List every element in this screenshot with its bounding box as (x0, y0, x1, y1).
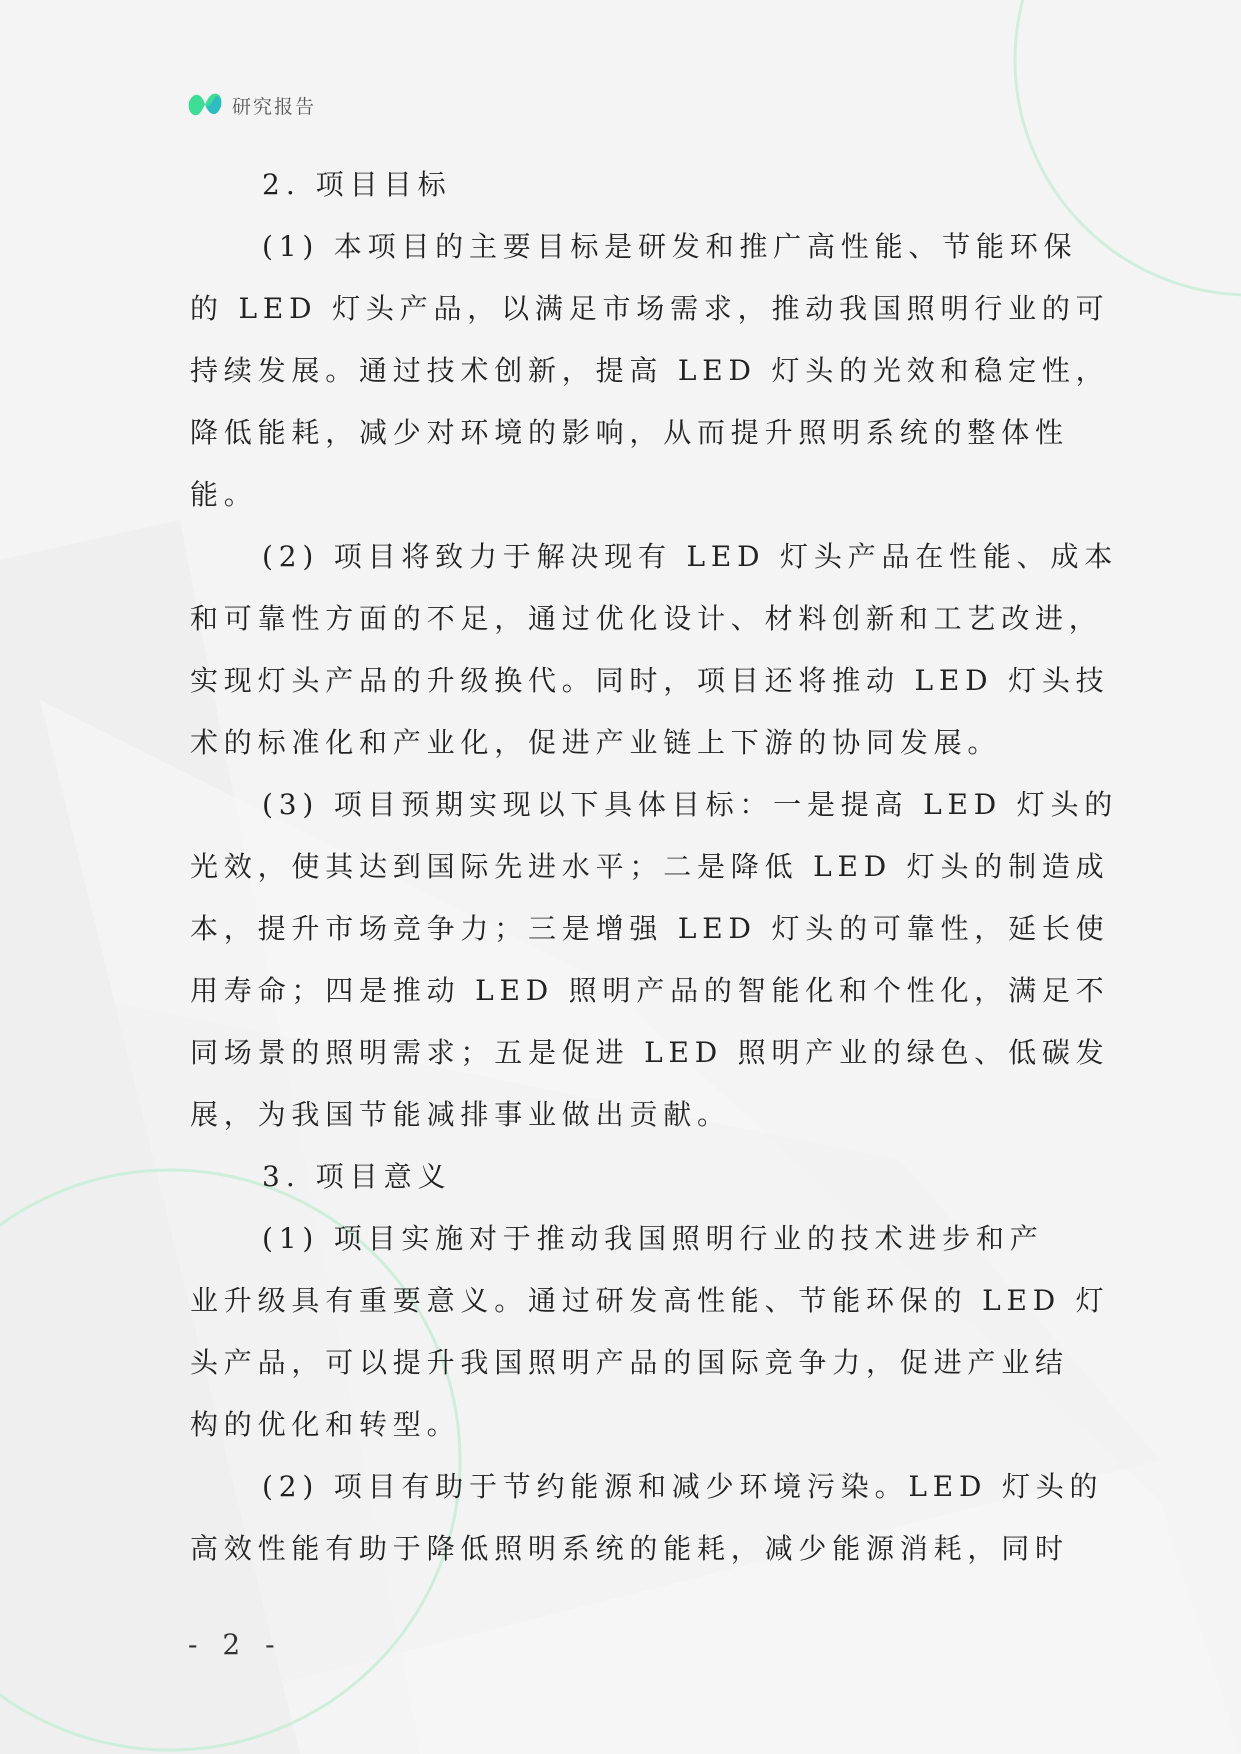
paragraph-line: 降低能耗，减少对环境的影响，从而提升照明系统的整体性 (190, 416, 1069, 449)
paragraph-line: 同场景的照明需求；五是促进 LED 照明产业的绿色、低碳发 (190, 1036, 1110, 1069)
brand-logo-icon (186, 88, 224, 122)
paragraph-line: 头产品，可以提升我国照明产品的国际竞争力，促进产业结 (190, 1346, 1069, 1379)
section-heading: 3. 项目意义 (262, 1160, 452, 1193)
paragraph-line: 的 LED 灯头产品，以满足市场需求，推动我国照明行业的可 (190, 292, 1110, 325)
paragraph-line: 展，为我国节能减排事业做出贡献。 (190, 1098, 731, 1131)
paragraph-line: (2) 项目将致力于解决现有 LED 灯头产品在性能、成本 (262, 540, 1119, 573)
header-title: 研究报告 (232, 95, 317, 118)
paragraph (190, 774, 1119, 1146)
paragraph-line: 本，提升市场竞争力；三是增强 LED 灯头的可靠性，延长使 (190, 912, 1110, 945)
paragraph-line: 构的优化和转型。 (190, 1408, 461, 1441)
paragraph (190, 1208, 1110, 1456)
paragraph-line: 和可靠性方面的不足，通过优化设计、材料创新和工艺改进， (190, 602, 1103, 635)
paragraph-line: 实现灯头产品的升级换代。同时，项目还将推动 LED 灯头技 (190, 664, 1110, 697)
document-body (190, 154, 1119, 1580)
paragraph-line: 业升级具有重要意义。通过研发高性能、节能环保的 LED 灯 (190, 1284, 1110, 1317)
paragraph (190, 216, 1110, 526)
paragraph-line: 术的标准化和产业化，促进产业链上下游的协同发展。 (190, 726, 1002, 759)
page-number: - 2 - (188, 1628, 283, 1661)
paragraph-line: 光效，使其达到国际先进水平；二是降低 LED 灯头的制造成 (190, 850, 1110, 883)
report-header (186, 88, 316, 122)
paragraph-line: (3) 项目预期实现以下具体目标：一是提高 LED 灯头的 (262, 788, 1119, 821)
paragraph (190, 1456, 1104, 1580)
paragraph (190, 526, 1119, 774)
paragraph-line: 高效性能有助于降低照明系统的能耗，减少能源消耗，同时 (190, 1532, 1069, 1565)
paragraph-line: 持续发展。通过技术创新，提高 LED 灯头的光效和稳定性， (190, 354, 1110, 387)
paragraph-line: 用寿命；四是推动 LED 照明产品的智能化和个性化，满足不 (190, 974, 1110, 1007)
paragraph-line: (1) 本项目的主要目标是研发和推广高性能、节能环保 (262, 230, 1078, 263)
paragraph-line: 能。 (190, 478, 258, 511)
paragraph-line: (1) 项目实施对于推动我国照明行业的技术进步和产 (262, 1222, 1044, 1255)
section-heading: 2. 项目目标 (262, 168, 452, 201)
paragraph-line: (2) 项目有助于节约能源和减少环境污染。LED 灯头的 (262, 1470, 1104, 1503)
